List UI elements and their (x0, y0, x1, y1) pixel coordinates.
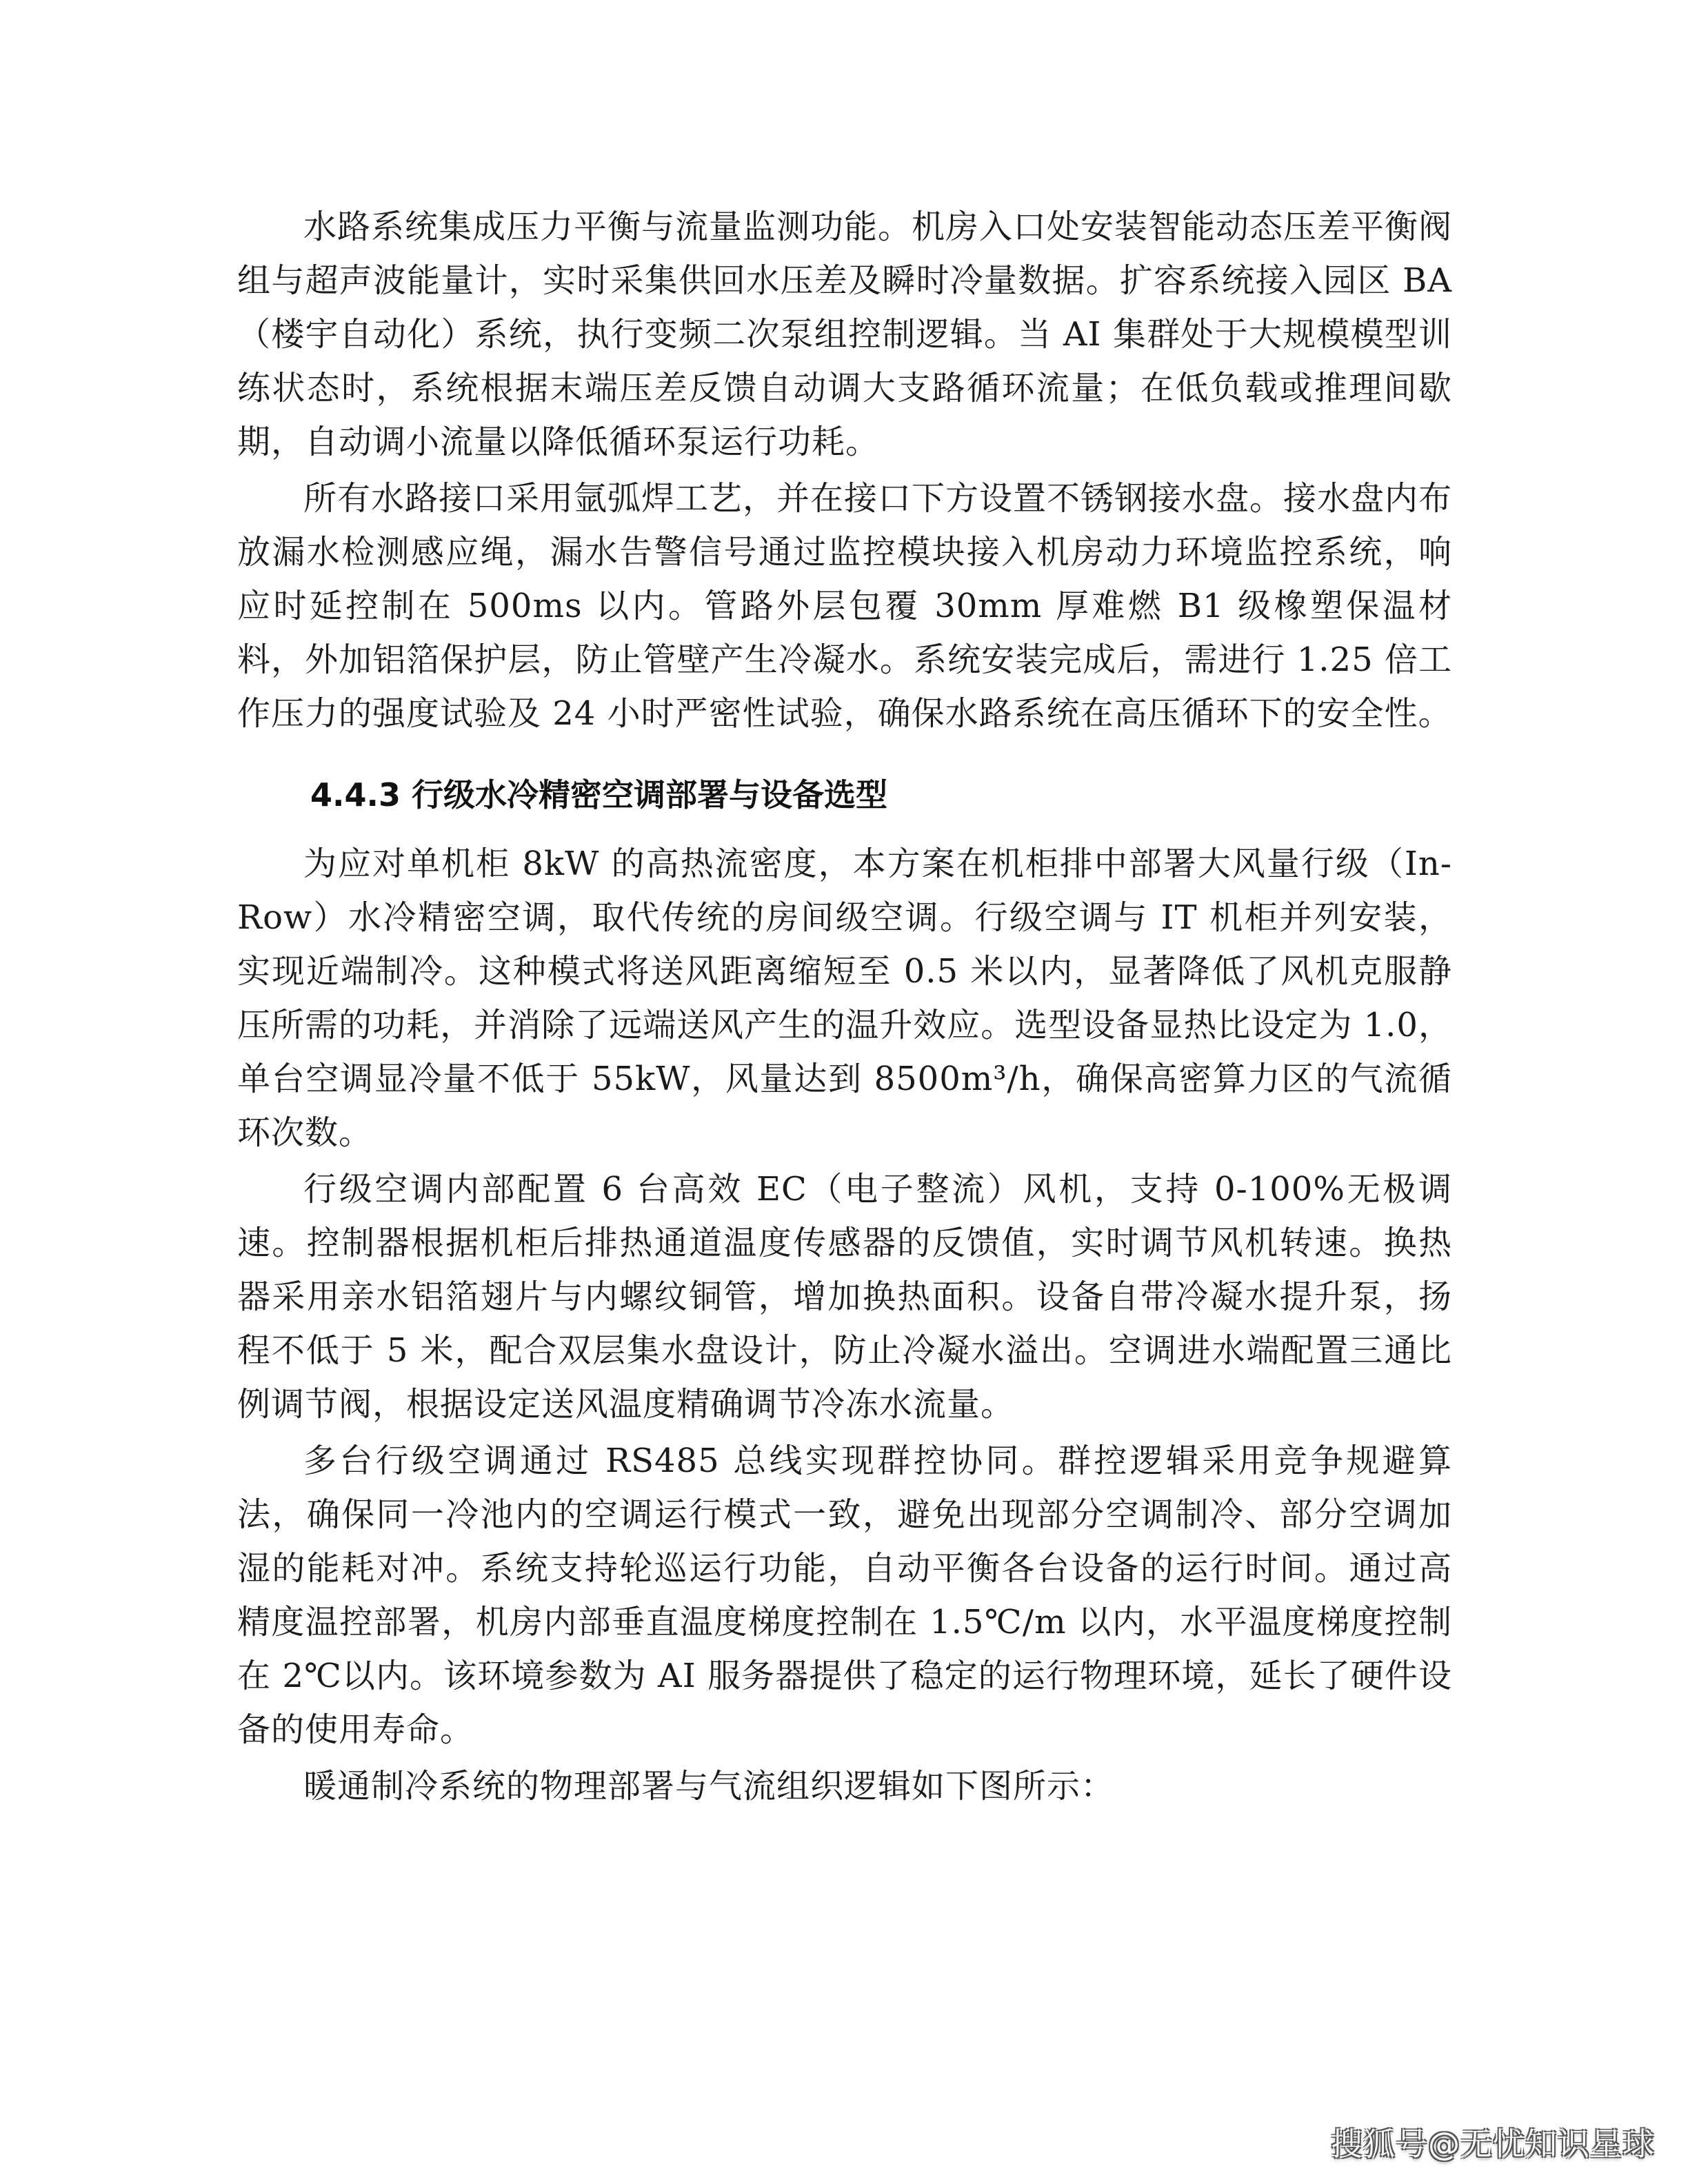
paragraph-figure-intro: 暖通制冷系统的物理部署与气流组织逻辑如下图所示： (303, 1767, 1115, 1806)
paragraph-group-control: 多台行级空调通过 RS485 总线实现群控协同。群控逻辑采用竞争规避算法，确保同一冷池内的空调运行模式一致，避免出现部分空调制冷、部分空调加湿的能耗对冲。系统支持轮巡运行功能，自动平衡各台设备的运行时间。通过高精度温控部署，机房内部垂直温度梯度控制在 1.5℃/m 以内，水平温度梯度控制在 2℃以内。该环境参数为 AI 服务器提供了稳定的运行物理环境，延长了硬件设备的使用寿命。 (237, 1442, 1452, 1749)
paragraph-inrow-ac: 为应对单机柜 8kW 的高热流密度，本方案在机柜排中部署大风量行级（In-Row）水冷精密空调，取代传统的房间级空调。行级空调与 IT 机柜并列安装，实现近端制冷。这种模式将送风距离缩短至 0.5 米以内，显著降低了风机克服静压所需的功耗，并消除了远端送风产生的温升效应。选型设备显热比设定为 1.0，单台空调显冷量不低于 55kW，风量达到 8500m³/h，确保高密算力区的气流循环次数。 (237, 845, 1452, 1152)
paragraph-ec-fans: 行级空调内部配置 6 台高效 EC（电子整流）风机，支持 0-100%无极调速。控制器根据机柜后排热通道温度传感器的反馈值，实时调节风机转速。换热器采用亲水铝箔翅片与内螺纹铜管，增加换热面积。设备自带冷凝水提升泵，扬程不低于 5 米，配合双层集水盘设计，防止冷凝水溢出。空调进水端配置三通比例调节阀，根据设定送风温度精确调节冷冻水流量。 (237, 1170, 1452, 1424)
section-heading: 4.4.3 行级水冷精密空调部署与设备选型 (310, 776, 887, 813)
document-body (237, 200, 1452, 1816)
source-watermark: 搜狐号@无忧知识星球 (1331, 2125, 1655, 2163)
paragraph-leak-detection: 所有水路接口采用氩弧焊工艺，并在接口下方设置不锈钢接水盘。接水盘内布放漏水检测感应绳，漏水告警信号通过监控模块接入机房动力环境监控系统，响应时延控制在 500ms 以内。管路外层包覆 30mm 厚难燃 B1 级橡塑保温材料，外加铝箔保护层，防止管壁产生冷凝水。系统安装完成后，需进行 1.25 倍工作压力的强度试验及 24 小时严密性试验，确保水路系统在高压循环下的安全性。 (237, 479, 1453, 733)
paragraph-water-pressure-balance: 水路系统集成压力平衡与流量监测功能。机房入口处安装智能动态压差平衡阀组与超声波能量计，实时采集供回水压差及瞬时冷量数据。扩容系统接入园区 BA（楼宇自动化）系统，执行变频二次泵组控制逻辑。当 AI 集群处于大规模模型训练状态时，系统根据末端压差反馈自动调大支路循环流量；在低负载或推理间歇期，自动调小流量以降低循环泵运行功耗。 (237, 208, 1453, 461)
